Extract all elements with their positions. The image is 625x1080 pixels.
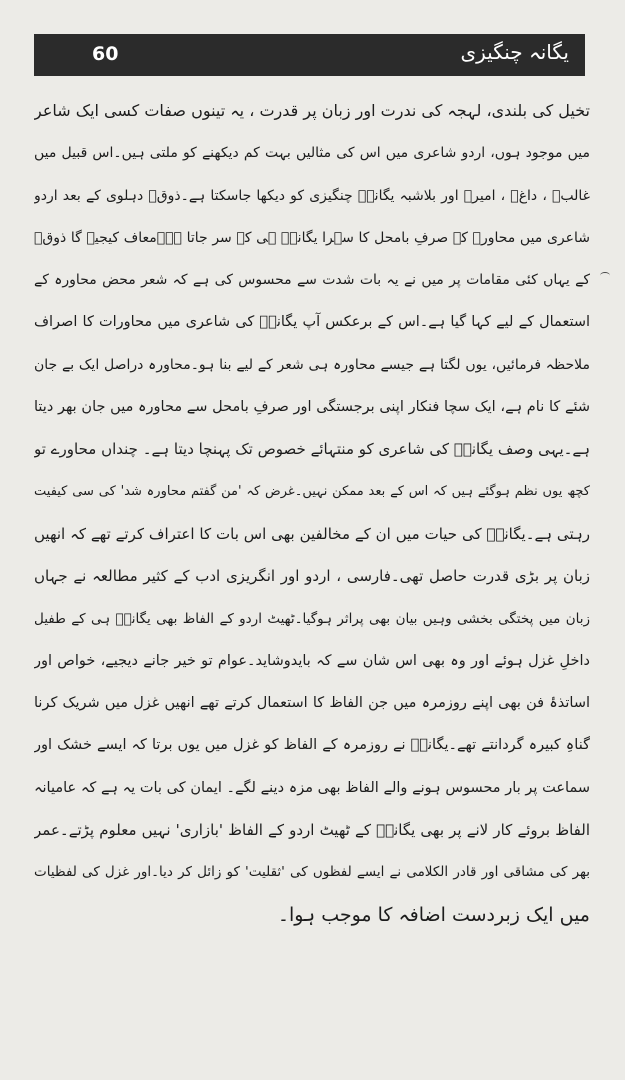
text-line: گناہِ کبیرہ گردانتے تھے۔یگانہؔ نے روزمرہ کے الفاظ کو غزل میں یوں برتا کہ ایسے خشک اور bbox=[34, 737, 590, 754]
running-header bbox=[34, 34, 585, 76]
page-number: 60 bbox=[92, 43, 119, 65]
text-line: کے یہاں کئی مقامات پر میں نے یہ بات شدت سے محسوس کی ہے کہ شعر محض محاورہ کے bbox=[34, 272, 590, 289]
text-line: شئے کا نام ہے، ایک سچا فنکار اپنی برجستگی اور صرفِ بامحل سے محاورہ میں جان بھر دیتا bbox=[34, 399, 590, 416]
text-line: شاعری میں محاورے کے صرفِ بامحل کا سہرا یگانہؔ ہی کے سر جاتا ہے۔معاف کیجیے گا ذوقؔ bbox=[34, 229, 590, 246]
text-line: زبان میں پختگی بخشی وہیں بیان بھی پراثر ہوگیا۔ٹھیٹ اردو کے الفاظ بھی یگانہؔ ہی کے طفیل bbox=[34, 610, 590, 627]
body-text bbox=[34, 90, 590, 936]
text-line: استعمال کے لیے کہا گیا ہے۔اس کے برعکس آپ یگانہؔ کی شاعری میں محاورات کا اصراف bbox=[34, 314, 590, 331]
text-line: تخیل کی بلندی، لہجہ کی ندرت اور زبان پر قدرت ، یہ تینوں صفات کسی ایک شاعر bbox=[34, 101, 590, 120]
margin-mark bbox=[600, 272, 610, 279]
text-line: ہے۔یہی وصف یگانہؔ کی شاعری کو منتہائے خصوص تک پہنچا دیتا ہے۔ چنداں محاورے تو bbox=[34, 440, 590, 459]
text-line: ملاحظہ فرمائیں، یوں لگتا ہے جیسے محاورہ ہی شعر کے لیے بنا ہو۔محاورہ دراصل ایک بے جان bbox=[34, 356, 590, 373]
text-line: الفاظ بروئے کار لانے پر بھی یگانہؔ کے ٹھیٹ اردو کے الفاظ 'بازاری' نہیں معلوم پڑتے۔عمر bbox=[34, 821, 590, 840]
text-line: اساتذۂ فن بھی اپنے روزمرہ میں جن الفاظ کا استعمال کرتے تھے انھیں غزل میں شریک کرنا bbox=[34, 695, 590, 712]
text-line: داخلِ غزل ہوئے اور وہ بھی اس شان سے کہ بایدوشاید۔عوام تو خیر جانے دیجیے، خواص اور bbox=[34, 652, 590, 669]
text-line: زبان پر بڑی قدرت حاصل تھی۔فارسی ، اردو اور انگریزی ادب کے کثیر مطالعہ نے جہاں bbox=[34, 567, 590, 586]
text-line: غالبؔ ، داغؔ ، امیرؔ اور بلاشبہ یگانہؔ چنگیزی کو دیکھا جاسکتا ہے۔ذوقؔ دہلوی کے بعد اردو bbox=[34, 187, 590, 204]
text-line: میں موجود ہوں، اردو شاعری میں اس کی مثالیں بہت کم دیکھنے کو ملتی ہیں۔اس قبیل میں bbox=[34, 145, 590, 162]
text-line: سماعت پر بار محسوس ہونے والے الفاظ بھی مزہ دینے لگے۔ ایمان کی بات یہ ہے کہ عامیانہ bbox=[34, 779, 590, 796]
text-line: کچھ یوں نظم ہوگئے ہیں کہ اس کے بعد ممکن نہیں۔غرض کہ 'من گفتم محاورہ شد' کی سی کیفیت bbox=[34, 483, 590, 499]
running-title: یگانہ چنگیزی bbox=[460, 40, 569, 64]
text-line: رہتی ہے۔یگانہؔ کی حیات میں ان کے مخالفین بھی اس بات کا اعتراف کرتے تھے کہ انھیں bbox=[34, 524, 590, 543]
text-line: میں ایک زبردست اضافہ کا موجب ہوا۔ bbox=[277, 903, 590, 926]
text-line: بھر کی مشاقی اور قادر الکلامی نے ایسے لفظوں کی 'ثقلیت' کو زائل کر دیا۔اور غزل کی لفظیات bbox=[34, 864, 590, 881]
